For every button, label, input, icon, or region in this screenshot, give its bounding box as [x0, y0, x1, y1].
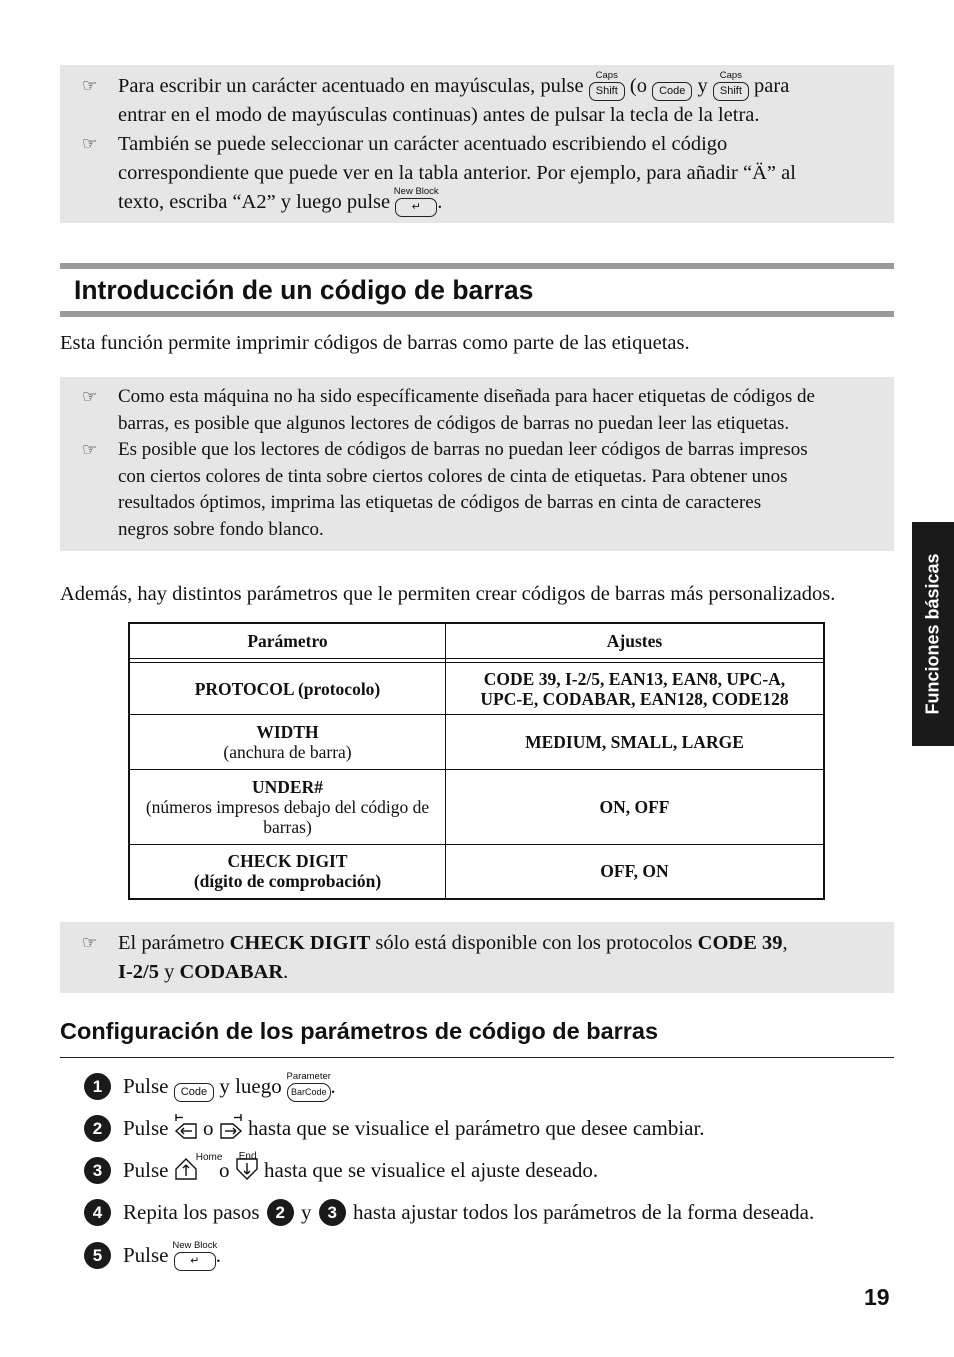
- step-number: 3: [84, 1157, 111, 1184]
- step-reference-3: 3: [319, 1199, 346, 1226]
- table-header-row: [129, 623, 824, 659]
- parameters-table: [128, 622, 825, 900]
- code-key-icon: Code: [652, 82, 692, 101]
- left-arrow-key-icon: [174, 1113, 198, 1137]
- param-cell: CHECK DIGIT (dígito de comprobación): [129, 845, 446, 899]
- down-arrow-key-icon: End: [235, 1155, 259, 1179]
- barcode-key-icon: Parameter BarCode: [287, 1083, 331, 1102]
- param-cell: UNDER# (números impresos debajo del código de barras): [129, 770, 446, 845]
- step-2: 2 Pulse o hasta que se visualice el parámetro que desee cambiar.: [84, 1113, 705, 1143]
- pointing-hand-icon: ☞: [82, 440, 98, 460]
- enter-key-icon: New Block ↵: [395, 198, 437, 217]
- note-item: ☞ También se puede seleccionar un carácter acentuado escribiendo el código correspondiente que puede ver en la tabla anterior. Por ejemplo, para añadir “Ä” al texto, escriba “A2” y luego pulse New Block ↵ .: [82, 130, 878, 217]
- note-box-accents: [60, 65, 894, 223]
- settings-cell: ON, OFF: [446, 770, 825, 845]
- settings-cell: MEDIUM, SMALL, LARGE: [446, 715, 825, 770]
- note-item: ☞ Es posible que los lectores de códigos de barras no puedan leer códigos de barras impresos con ciertos colores de tinta sobre ciertos colores de cinta de etiquetas. Para obtener unos resultados óptimos, imprima las etiquetas de códigos de barras en cinta de caracteres negros sobre fondo blanco.: [82, 439, 808, 540]
- page-number: 19: [864, 1284, 890, 1310]
- step-reference-2: 2: [267, 1199, 294, 1226]
- pointing-hand-icon: ☞: [82, 134, 98, 154]
- step-4: 4 Repita los pasos 2 y 3 hasta ajustar todos los parámetros de la forma deseada.: [84, 1197, 814, 1227]
- pointing-hand-icon: ☞: [82, 387, 98, 407]
- pointing-hand-icon: ☞: [82, 76, 98, 96]
- table-row: [129, 715, 824, 770]
- column-header-settings: Ajustes: [446, 623, 825, 659]
- shift-key-icon: Caps Shift: [589, 82, 625, 101]
- parameters-paragraph: Además, hay distintos parámetros que le permiten crear códigos de barras más personalizados.: [60, 583, 836, 605]
- step-number: 1: [84, 1073, 111, 1100]
- code-key-icon: Code: [174, 1083, 214, 1102]
- settings-cell: CODE 39, I-2/5, EAN13, EAN8, UPC-A, UPC-E, CODABAR, EAN128, CODE128: [446, 663, 825, 715]
- step-number: 5: [84, 1242, 111, 1269]
- intro-paragraph: Esta función permite imprimir códigos de barras como parte de las etiquetas.: [60, 332, 690, 354]
- note-box-barcode: [60, 377, 894, 551]
- note-item: ☞ El parámetro CHECK DIGIT sólo está disponible con los protocolos CODE 39, I-2/5 y CODABAR.: [82, 929, 878, 987]
- note-box-check-digit: [60, 922, 894, 993]
- table-row: [129, 770, 824, 845]
- param-cell: WIDTH (anchura de barra): [129, 715, 446, 770]
- table-row: [129, 845, 824, 899]
- pointing-hand-icon: ☞: [82, 933, 98, 953]
- shift-key-icon: Caps Shift: [713, 82, 749, 101]
- note-item: ☞ Como esta máquina no ha sido específicamente diseñada para hacer etiquetas de códigos de barras, es posible que algunos lectores de códigos de barras no puedan leer las etiquetas.: [82, 386, 815, 434]
- note-item: ☞ Para escribir un carácter acentuado en mayúsculas, pulse Caps Shift (o Code y Caps Shift para entrar en el modo de mayúsculas continuas) antes de pulsar la tecla de la letra.: [82, 70, 790, 126]
- param-cell: PROTOCOL (protocolo): [129, 663, 446, 715]
- chapter-side-tab: Funciones básicas: [912, 522, 954, 746]
- table-row: [129, 663, 824, 715]
- settings-cell: OFF, ON: [446, 845, 825, 899]
- step-number: 4: [84, 1199, 111, 1226]
- section-heading-bar: [60, 263, 894, 317]
- step-5: 5 Pulse New Block ↵ .: [84, 1240, 221, 1271]
- section-title: Introducción de un código de barras: [74, 275, 534, 305]
- enter-key-icon: New Block ↵: [174, 1252, 216, 1271]
- subsection-title: Configuración de los parámetros de código de barras: [60, 1018, 894, 1058]
- step-3: 3 Pulse Home o End hasta que se visualice el ajuste deseado.: [84, 1155, 598, 1185]
- column-header-parameter: Parámetro: [129, 623, 446, 659]
- up-arrow-key-icon: Home: [174, 1155, 214, 1179]
- step-number: 2: [84, 1115, 111, 1142]
- right-arrow-key-icon: [219, 1113, 243, 1137]
- step-1: 1 Pulse Code y luego Parameter BarCode .: [84, 1071, 336, 1102]
